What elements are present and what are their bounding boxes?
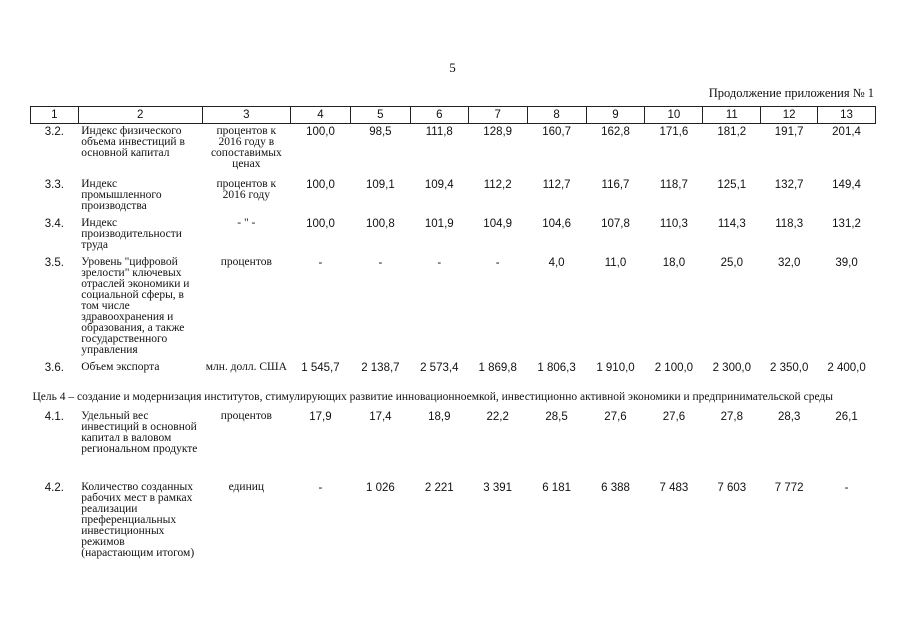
column-number: 2 — [78, 107, 202, 124]
indicator-code: 3.6. — [44, 362, 64, 374]
table-row — [31, 255, 876, 360]
column-number: 4 — [291, 107, 351, 124]
indicator-value: 191,7 — [774, 126, 804, 138]
column-number: 3 — [202, 107, 290, 124]
column-number: 11 — [703, 107, 761, 124]
indicator-value: 201,4 — [832, 126, 861, 138]
indicator-value: 112,7 — [542, 179, 571, 191]
goal-4-text: Цель 4 – создание и модернизация институтов, стимулирующих развитие инновационноемкой, инвестиционно активной экономики и предпринимательской среды — [32, 391, 833, 403]
indicator-value: 111,8 — [425, 126, 453, 138]
indicator-code: 3.4. — [44, 218, 64, 230]
indicator-unit: - " - — [237, 217, 256, 229]
indicator-code: 3.3. — [44, 179, 64, 191]
indicator-name: Индекс физического объема инвестиций в основной капитал — [81, 125, 185, 159]
indicator-value: 100,0 — [306, 179, 335, 191]
indicator-value: 26,1 — [835, 411, 858, 423]
column-number: 12 — [761, 107, 818, 124]
page-number: 5 — [449, 60, 456, 75]
indicator-value: 171,6 — [659, 126, 689, 138]
indicator-value: 100,8 — [365, 218, 395, 230]
indicator-code: 3.5. — [44, 257, 64, 269]
indicator-value: 160,7 — [542, 126, 571, 138]
indicator-unit: процентов к 2016 году — [216, 178, 277, 201]
indicator-value: 28,5 — [545, 411, 568, 423]
column-number: 8 — [527, 107, 586, 124]
indicator-value: - — [318, 482, 323, 494]
indicator-value: - — [378, 257, 383, 269]
indicator-value: 22,2 — [486, 411, 509, 423]
column-number: 5 — [350, 107, 410, 124]
indicator-value: 6 181 — [542, 482, 571, 494]
indicator-value: 104,6 — [542, 218, 571, 230]
indicator-value: 114,3 — [717, 218, 746, 230]
column-number-header-row — [31, 107, 876, 124]
indicator-value: 17,4 — [369, 411, 392, 423]
indicator-value: 132,7 — [774, 179, 804, 191]
table-row — [31, 480, 876, 579]
table-row — [31, 216, 876, 255]
indicator-value: 118,3 — [775, 218, 804, 230]
column-number: 1 — [31, 107, 79, 124]
indicator-value: 1 869,8 — [478, 362, 517, 374]
indicator-value: 6 388 — [601, 482, 630, 494]
indicator-value: 4,0 — [548, 257, 565, 269]
indicator-value: 118,7 — [659, 179, 688, 191]
indicator-value: 2 138,7 — [361, 362, 400, 374]
indicator-value: 110,3 — [659, 218, 688, 230]
indicator-value: 27,8 — [720, 411, 743, 423]
indicator-value: 17,9 — [309, 411, 332, 423]
indicator-value: 112,2 — [483, 179, 512, 191]
indicator-value: 32,0 — [777, 257, 801, 269]
indicator-value: 125,1 — [717, 179, 747, 191]
indicator-unit: процентов к 2016 году в сопоставимых ценах — [210, 125, 282, 170]
indicator-value: 7 483 — [659, 482, 689, 494]
indicator-value: 100,0 — [306, 218, 335, 230]
indicator-value: 27,6 — [604, 411, 627, 423]
indicator-value: 98,5 — [369, 126, 392, 138]
indicator-value: 116,7 — [601, 179, 630, 191]
indicator-name: Индекс промышленного производства — [81, 178, 162, 212]
column-number: 7 — [468, 107, 527, 124]
table-row — [31, 177, 876, 216]
indicator-value: 1 806,3 — [537, 362, 576, 374]
indicators-table — [30, 106, 876, 579]
indicator-value: - — [844, 482, 849, 494]
goal-row — [31, 390, 876, 409]
indicator-value: 2 221 — [424, 482, 454, 494]
indicator-unit: единиц — [228, 481, 265, 493]
indicator-value: 1 910,0 — [596, 362, 635, 374]
indicator-unit: млн. долл. США — [205, 361, 287, 373]
indicator-value: 27,6 — [662, 411, 686, 423]
indicator-value: 109,4 — [424, 179, 454, 191]
indicator-value: 11,0 — [604, 257, 627, 269]
indicator-value: 2 400,0 — [827, 362, 866, 374]
table-row — [31, 360, 876, 390]
indicator-value: 7 772 — [774, 482, 804, 494]
table-row — [31, 124, 876, 178]
indicator-value: 2 350,0 — [769, 362, 809, 374]
indicator-name: Количество созданных рабочих мест в рамках реализации преференциальных инвестиционных режимов (нарастающим итогом) — [81, 481, 195, 559]
indicator-value: 104,9 — [483, 218, 513, 230]
indicator-value: 18,9 — [428, 411, 451, 423]
column-number: 6 — [410, 107, 468, 124]
indicator-code: 4.1. — [44, 411, 64, 423]
indicator-value: 7 603 — [717, 482, 747, 494]
indicator-value: 18,0 — [662, 257, 686, 269]
indicator-value: 162,8 — [601, 126, 630, 138]
indicator-value: 107,8 — [601, 218, 630, 230]
indicator-value: - — [437, 257, 442, 269]
indicator-name: Уровень "цифровой зрелости" ключевых отраслей экономики и социальной сферы, в том числе здравоохранения и образования, а также государственного управления — [81, 256, 190, 356]
column-number: 9 — [586, 107, 645, 124]
indicator-value: 131,2 — [832, 218, 861, 230]
indicator-name: Объем экспорта — [81, 361, 160, 373]
indicator-value: 149,4 — [832, 179, 861, 191]
indicator-value: 128,9 — [483, 126, 513, 138]
indicator-code: 4.2. — [44, 482, 64, 494]
indicator-value: 181,2 — [717, 126, 747, 138]
appendix-continuation-label: Продолжение приложения № 1 — [708, 86, 874, 100]
indicator-value: 1 026 — [365, 482, 395, 494]
indicator-value: 1 545,7 — [301, 362, 340, 374]
indicator-value: 28,3 — [777, 411, 801, 423]
indicator-value: - — [495, 257, 500, 269]
indicator-value: 100,0 — [306, 126, 335, 138]
table-row — [31, 409, 876, 480]
column-number: 13 — [818, 107, 876, 124]
indicator-value: 2 100,0 — [654, 362, 694, 374]
indicator-value: 101,9 — [424, 218, 454, 230]
indicator-value: 2 300,0 — [712, 362, 751, 374]
indicator-value: 39,0 — [835, 257, 858, 269]
indicator-unit: процентов — [220, 256, 272, 268]
column-number: 10 — [645, 107, 703, 124]
indicator-name: Удельный вес инвестиций в основной капитал в валовом региональном продукте — [81, 410, 198, 455]
indicator-name: Индекс производительности труда — [81, 217, 182, 251]
indicator-value: 2 573,4 — [420, 362, 459, 374]
indicator-code: 3.2. — [44, 126, 64, 138]
indicator-value: 25,0 — [720, 257, 743, 269]
indicator-unit: процентов — [220, 410, 272, 422]
indicator-value: - — [318, 257, 323, 269]
indicator-value: 109,1 — [365, 179, 395, 191]
indicator-value: 3 391 — [483, 482, 513, 494]
